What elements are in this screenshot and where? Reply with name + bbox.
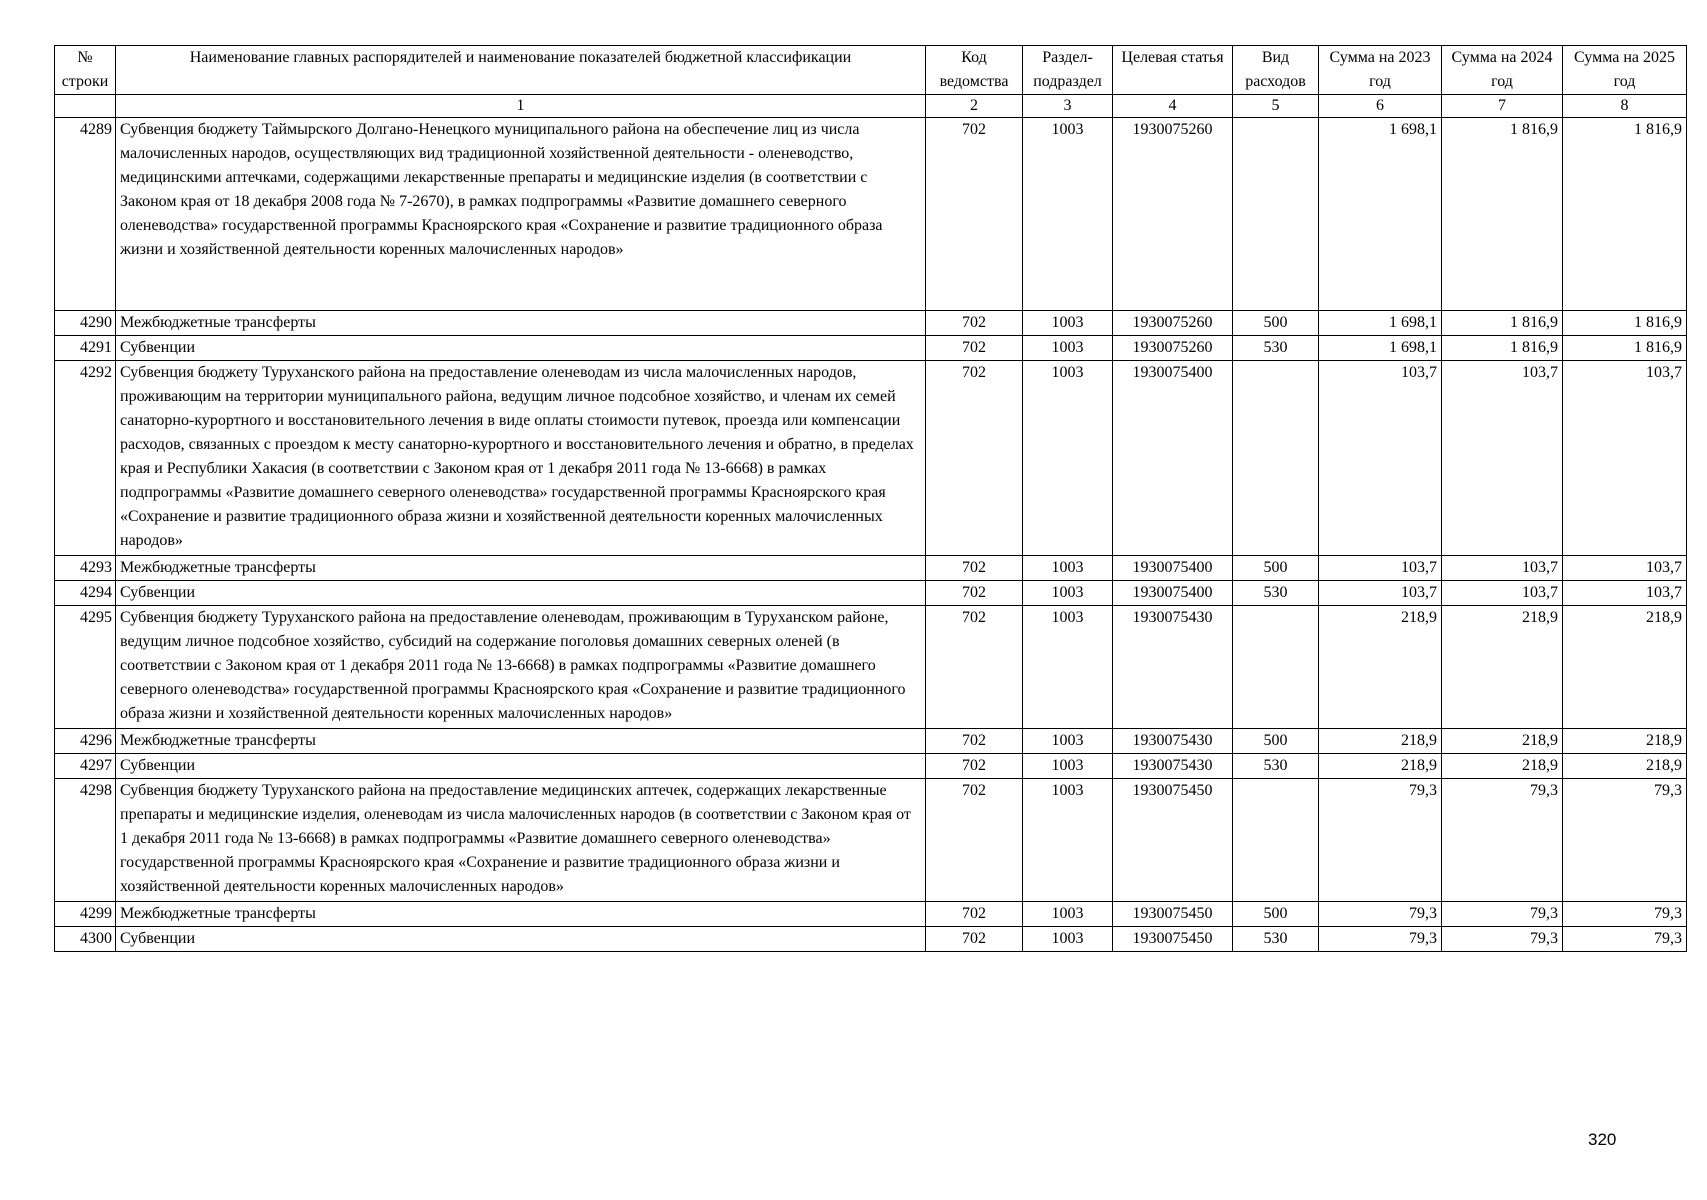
dept-code: 702 [926, 779, 1023, 902]
column-number: 5 [1233, 95, 1319, 118]
sum-2023: 1 698,1 [1319, 311, 1442, 336]
row-name: Межбюджетные трансферты [116, 902, 926, 927]
sum-2025: 1 816,9 [1563, 336, 1687, 361]
table-row [55, 606, 1687, 729]
sum-2024: 79,3 [1442, 927, 1563, 952]
row-name: Субвенции [116, 336, 926, 361]
target-article: 1930075260 [1113, 311, 1233, 336]
column-number: 1 [116, 95, 926, 118]
dept-code: 702 [926, 902, 1023, 927]
target-article: 1930075430 [1113, 606, 1233, 729]
target-article: 1930075260 [1113, 336, 1233, 361]
row-number: 4296 [55, 729, 116, 754]
column-number [55, 95, 116, 118]
header-sum-2024: Сумма на 2024 год [1442, 46, 1563, 95]
budget-table [54, 45, 1687, 952]
row-number: 4294 [55, 581, 116, 606]
dept-code: 702 [926, 311, 1023, 336]
sum-2025: 79,3 [1563, 779, 1687, 902]
table-row [55, 581, 1687, 606]
expense-type: 530 [1233, 754, 1319, 779]
row-name: Субвенции [116, 581, 926, 606]
sum-2025: 103,7 [1563, 361, 1687, 556]
expense-type: 500 [1233, 556, 1319, 581]
row-number: 4291 [55, 336, 116, 361]
sum-2024: 103,7 [1442, 581, 1563, 606]
target-article: 1930075400 [1113, 556, 1233, 581]
row-name: Субвенция бюджету Туруханского района на предоставление оленеводам, проживающим в Туруханском районе, ведущим личное подсобное хозяйство, субсидий на содержание поголовья домашних северных оленей (в соответствии с Законом края от 1 декабря 2011 года № 13-6668) в рамках подпрограммы «Развитие домашнего северного оленеводства» государственной программы Красноярского края «Сохранение и развитие традиционного образа жизни и хозяйственной деятельности коренных малочисленных народов» [116, 606, 926, 729]
section-code: 1003 [1023, 581, 1113, 606]
row-name: Субвенция бюджету Таймырского Долгано-Ненецкого муниципального района на обеспечение лиц из числа малочисленных народов, осуществляющих вид традиционной хозяйственной деятельности - оленеводство, медицинскими аптечками, содержащими лекарственные препараты и медицинские изделия (в соответствии с Законом края от 18 декабря 2008 года № 7-2670), в рамках подпрограммы «Развитие домашнего северного оленеводства» государственной программы Красноярского края «Сохранение и развитие традиционного образа жизни и хозяйственной деятельности коренных малочисленных народов» [116, 118, 926, 311]
dept-code: 702 [926, 336, 1023, 361]
target-article: 1930075450 [1113, 927, 1233, 952]
row-number: 4300 [55, 927, 116, 952]
expense-type: 500 [1233, 311, 1319, 336]
sum-2023: 218,9 [1319, 606, 1442, 729]
target-article: 1930075450 [1113, 779, 1233, 902]
sum-2024: 1 816,9 [1442, 118, 1563, 311]
sum-2023: 103,7 [1319, 556, 1442, 581]
column-number: 7 [1442, 95, 1563, 118]
column-number: 6 [1319, 95, 1442, 118]
dept-code: 702 [926, 754, 1023, 779]
sum-2023: 218,9 [1319, 729, 1442, 754]
sum-2025: 218,9 [1563, 729, 1687, 754]
sum-2024: 218,9 [1442, 729, 1563, 754]
table-row [55, 336, 1687, 361]
table-row [55, 118, 1687, 311]
section-code: 1003 [1023, 311, 1113, 336]
expense-type: 530 [1233, 336, 1319, 361]
sum-2024: 1 816,9 [1442, 311, 1563, 336]
row-name: Межбюджетные трансферты [116, 729, 926, 754]
row-number: 4292 [55, 361, 116, 556]
sum-2023: 103,7 [1319, 581, 1442, 606]
row-name: Субвенция бюджету Туруханского района на предоставление оленеводам из числа малочисленных народов, проживающим на территории муниципального района, ведущим личное подсобное хозяйство, и членам их семей санаторно-курортного и восстановительного лечения в виде оплаты стоимости путевок, проезда или компенсации расходов, связанных с проездом к месту санаторно-курортного и восстановительного лечения и обратно, в пределах края и Республики Хакасия (в соответствии с Законом края от 1 декабря 2011 года № 13-6668) в рамках подпрограммы «Развитие домашнего северного оленеводства» государственной программы Красноярского края «Сохранение и развитие традиционного образа жизни и хозяйственной деятельности коренных малочисленных народов» [116, 361, 926, 556]
section-code: 1003 [1023, 118, 1113, 311]
sum-2024: 103,7 [1442, 556, 1563, 581]
header-sum-2025: Сумма на 2025 год [1563, 46, 1687, 95]
row-name: Субвенция бюджету Туруханского района на предоставление медицинских аптечек, содержащих лекарственные препараты и медицинские изделия, оленеводам из числа малочисленных народов (в соответствии с Законом края от 1 декабря 2011 года № 13-6668) в рамках подпрограммы «Развитие домашнего северного оленеводства» государственной программы Красноярского края «Сохранение и развитие традиционного образа жизни и хозяйственной деятельности коренных малочисленных народов» [116, 779, 926, 902]
sum-2024: 79,3 [1442, 902, 1563, 927]
section-code: 1003 [1023, 556, 1113, 581]
header-target-article: Целевая статья [1113, 46, 1233, 95]
sum-2023: 1 698,1 [1319, 118, 1442, 311]
page-number: 320 [1588, 1130, 1617, 1149]
column-number: 2 [926, 95, 1023, 118]
sum-2023: 103,7 [1319, 361, 1442, 556]
header-name: Наименование главных распорядителей и наименование показателей бюджетной классификации [116, 46, 926, 95]
table-row [55, 729, 1687, 754]
target-article: 1930075430 [1113, 754, 1233, 779]
row-name: Субвенции [116, 927, 926, 952]
expense-type [1233, 361, 1319, 556]
row-number: 4290 [55, 311, 116, 336]
column-number: 8 [1563, 95, 1687, 118]
column-number: 4 [1113, 95, 1233, 118]
header-row [55, 46, 1687, 95]
target-article: 1930075430 [1113, 729, 1233, 754]
dept-code: 702 [926, 556, 1023, 581]
header-sum-2023: Сумма на 2023 год [1319, 46, 1442, 95]
row-number: 4295 [55, 606, 116, 729]
sum-2023: 79,3 [1319, 902, 1442, 927]
header-expense-type: Вид расходов [1233, 46, 1319, 95]
sum-2025: 218,9 [1563, 754, 1687, 779]
sum-2025: 79,3 [1563, 902, 1687, 927]
row-name: Межбюджетные трансферты [116, 556, 926, 581]
target-article: 1930075400 [1113, 581, 1233, 606]
sum-2023: 79,3 [1319, 779, 1442, 902]
row-number: 4297 [55, 754, 116, 779]
table-row [55, 556, 1687, 581]
sum-2024: 218,9 [1442, 754, 1563, 779]
row-number: 4298 [55, 779, 116, 902]
section-code: 1003 [1023, 779, 1113, 902]
sum-2023: 1 698,1 [1319, 336, 1442, 361]
dept-code: 702 [926, 118, 1023, 311]
row-name: Субвенции [116, 754, 926, 779]
expense-type: 530 [1233, 927, 1319, 952]
expense-type [1233, 779, 1319, 902]
section-code: 1003 [1023, 927, 1113, 952]
dept-code: 702 [926, 361, 1023, 556]
sum-2025: 103,7 [1563, 581, 1687, 606]
sum-2024: 103,7 [1442, 361, 1563, 556]
table-row [55, 902, 1687, 927]
dept-code: 702 [926, 927, 1023, 952]
header-section: Раздел-подраздел [1023, 46, 1113, 95]
section-code: 1003 [1023, 336, 1113, 361]
expense-type: 530 [1233, 581, 1319, 606]
sum-2023: 218,9 [1319, 754, 1442, 779]
table-row [55, 361, 1687, 556]
section-code: 1003 [1023, 361, 1113, 556]
column-number: 3 [1023, 95, 1113, 118]
table-row [55, 927, 1687, 952]
target-article: 1930075400 [1113, 361, 1233, 556]
expense-type: 500 [1233, 729, 1319, 754]
dept-code: 702 [926, 729, 1023, 754]
expense-type [1233, 606, 1319, 729]
sum-2024: 218,9 [1442, 606, 1563, 729]
sum-2025: 218,9 [1563, 606, 1687, 729]
section-code: 1003 [1023, 902, 1113, 927]
header-dept-code: Код ведомства [926, 46, 1023, 95]
header-row-no: № строки [55, 46, 116, 95]
expense-type [1233, 118, 1319, 311]
row-number: 4299 [55, 902, 116, 927]
dept-code: 702 [926, 606, 1023, 729]
sum-2023: 79,3 [1319, 927, 1442, 952]
expense-type: 500 [1233, 902, 1319, 927]
row-number: 4293 [55, 556, 116, 581]
section-code: 1003 [1023, 729, 1113, 754]
budget-table-sheet [54, 45, 1686, 952]
row-name: Межбюджетные трансферты [116, 311, 926, 336]
target-article: 1930075450 [1113, 902, 1233, 927]
dept-code: 702 [926, 581, 1023, 606]
sum-2024: 1 816,9 [1442, 336, 1563, 361]
section-code: 1003 [1023, 606, 1113, 729]
column-number-row [55, 95, 1687, 118]
section-code: 1003 [1023, 754, 1113, 779]
sum-2025: 103,7 [1563, 556, 1687, 581]
sum-2024: 79,3 [1442, 779, 1563, 902]
row-number: 4289 [55, 118, 116, 311]
table-row [55, 754, 1687, 779]
sum-2025: 1 816,9 [1563, 118, 1687, 311]
table-row [55, 779, 1687, 902]
table-row [55, 311, 1687, 336]
sum-2025: 79,3 [1563, 927, 1687, 952]
target-article: 1930075260 [1113, 118, 1233, 311]
sum-2025: 1 816,9 [1563, 311, 1687, 336]
